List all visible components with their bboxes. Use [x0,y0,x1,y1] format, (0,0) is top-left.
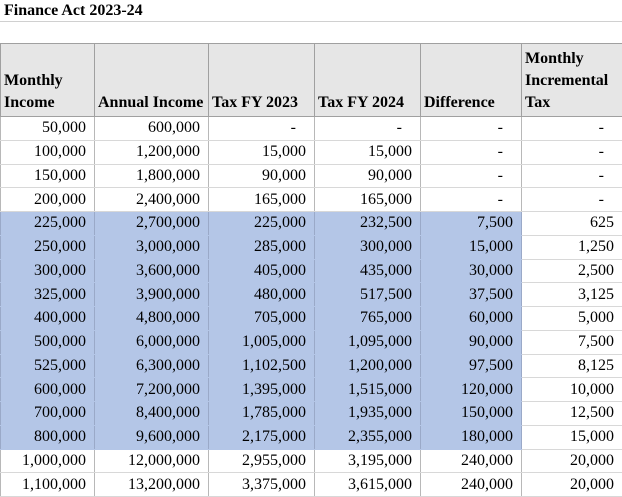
cell-difference[interactable]: - [421,117,522,141]
cell-difference[interactable]: 240,000 [421,473,522,497]
cell-difference[interactable]: 240,000 [421,449,522,473]
cell-annual-income[interactable]: 4,800,000 [95,307,209,331]
cell-monthly-incremental-tax[interactable]: 2,500 [522,259,622,283]
cell-tax-fy-2023[interactable]: 1,102,500 [209,354,315,378]
cell-tax-fy-2024[interactable]: 517,500 [315,283,421,307]
header-tax-fy-2023[interactable]: Tax FY 2023 [209,44,315,117]
cell-tax-fy-2023[interactable]: 1,005,000 [209,330,315,354]
cell-monthly-income[interactable]: 325,000 [1,283,95,307]
cell-tax-fy-2023[interactable]: - [209,117,315,141]
grid-line [0,21,622,22]
cell-annual-income[interactable]: 3,600,000 [95,259,209,283]
cell-tax-fy-2023[interactable]: 90,000 [209,164,315,188]
cell-difference[interactable]: 30,000 [421,259,522,283]
cell-monthly-income[interactable]: 300,000 [1,259,95,283]
cell-monthly-income[interactable]: 1,000,000 [1,449,95,473]
header-monthly-incremental-tax[interactable]: Monthly Incremental Tax [522,44,622,117]
cell-tax-fy-2024[interactable]: 3,615,000 [315,473,421,497]
header-monthly-income[interactable]: Monthly Income [1,44,95,117]
cell-tax-fy-2024[interactable]: 90,000 [315,164,421,188]
cell-annual-income[interactable]: 2,400,000 [95,188,209,212]
cell-monthly-incremental-tax[interactable]: 20,000 [522,449,622,473]
table-row [1,330,622,354]
cell-tax-fy-2024[interactable]: 1,200,000 [315,354,421,378]
cell-monthly-income[interactable]: 225,000 [1,212,95,236]
cell-tax-fy-2024[interactable]: 1,935,000 [315,402,421,426]
header-tax-fy-2024[interactable]: Tax FY 2024 [315,44,421,117]
cell-tax-fy-2024[interactable]: 3,195,000 [315,449,421,473]
cell-monthly-incremental-tax[interactable]: 8,125 [522,354,622,378]
cell-annual-income[interactable]: 3,000,000 [95,235,209,259]
cell-monthly-income[interactable]: 250,000 [1,235,95,259]
cell-monthly-incremental-tax[interactable]: 10,000 [522,378,622,402]
cell-annual-income[interactable]: 2,700,000 [95,212,209,236]
table-row [1,164,622,188]
cell-monthly-income[interactable]: 150,000 [1,164,95,188]
cell-difference[interactable]: - [421,140,522,164]
cell-annual-income[interactable]: 12,000,000 [95,449,209,473]
cell-tax-fy-2023[interactable]: 165,000 [209,188,315,212]
cell-difference[interactable]: 120,000 [421,378,522,402]
cell-annual-income[interactable]: 6,000,000 [95,330,209,354]
cell-difference[interactable]: - [421,188,522,212]
table-row [1,212,622,236]
cell-annual-income[interactable]: 13,200,000 [95,473,209,497]
tax-table [0,43,622,497]
table-row [1,378,622,402]
cell-annual-income[interactable]: 1,200,000 [95,140,209,164]
cell-monthly-incremental-tax[interactable]: 7,500 [522,330,622,354]
cell-tax-fy-2024[interactable]: 765,000 [315,307,421,331]
cell-tax-fy-2024[interactable]: 1,515,000 [315,378,421,402]
sheet-title: Finance Act 2023-24 [4,1,143,21]
cell-monthly-incremental-tax[interactable]: - [522,140,622,164]
cell-tax-fy-2023[interactable]: 15,000 [209,140,315,164]
cell-monthly-income[interactable]: 1,100,000 [1,473,95,497]
cell-monthly-income[interactable]: 50,000 [1,117,95,141]
cell-monthly-incremental-tax[interactable]: 5,000 [522,307,622,331]
cell-monthly-incremental-tax[interactable]: - [522,188,622,212]
cell-tax-fy-2024[interactable]: 2,355,000 [315,425,421,449]
table-row [1,425,622,449]
cell-annual-income[interactable]: 1,800,000 [95,164,209,188]
cell-monthly-incremental-tax[interactable]: 625 [522,212,622,236]
cell-tax-fy-2024[interactable]: 300,000 [315,235,421,259]
cell-monthly-incremental-tax[interactable]: - [522,117,622,141]
table-row [1,117,622,141]
cell-annual-income[interactable]: 7,200,000 [95,378,209,402]
table-row [1,354,622,378]
cell-monthly-income[interactable]: 400,000 [1,307,95,331]
table-row [1,140,622,164]
cell-difference[interactable]: 180,000 [421,425,522,449]
cell-annual-income[interactable]: 3,900,000 [95,283,209,307]
header-row [1,44,622,117]
cell-monthly-income[interactable]: 100,000 [1,140,95,164]
cell-tax-fy-2024[interactable]: 232,500 [315,212,421,236]
cell-difference[interactable]: 150,000 [421,402,522,426]
cell-difference[interactable]: 97,500 [421,354,522,378]
cell-monthly-incremental-tax[interactable]: 1,250 [522,235,622,259]
cell-annual-income[interactable]: 9,600,000 [95,425,209,449]
cell-monthly-incremental-tax[interactable]: 12,500 [522,402,622,426]
cell-difference[interactable]: 37,500 [421,283,522,307]
cell-difference[interactable]: 90,000 [421,330,522,354]
cell-tax-fy-2024[interactable]: 1,095,000 [315,330,421,354]
cell-tax-fy-2024[interactable]: 165,000 [315,188,421,212]
cell-monthly-income[interactable]: 200,000 [1,188,95,212]
table-row [1,259,622,283]
cell-monthly-income[interactable]: 500,000 [1,330,95,354]
cell-monthly-income[interactable]: 525,000 [1,354,95,378]
cell-difference[interactable]: 7,500 [421,212,522,236]
table-row [1,188,622,212]
cell-tax-fy-2024[interactable]: 435,000 [315,259,421,283]
cell-tax-fy-2023[interactable]: 1,395,000 [209,378,315,402]
table-row [1,283,622,307]
table-row [1,307,622,331]
cell-tax-fy-2023[interactable]: 2,175,000 [209,425,315,449]
cell-monthly-incremental-tax[interactable]: - [522,164,622,188]
cell-tax-fy-2024[interactable]: 15,000 [315,140,421,164]
cell-monthly-incremental-tax[interactable]: 15,000 [522,425,622,449]
cell-tax-fy-2023[interactable]: 285,000 [209,235,315,259]
table-row [1,473,622,497]
cell-monthly-income[interactable]: 700,000 [1,402,95,426]
cell-tax-fy-2023[interactable]: 3,375,000 [209,473,315,497]
cell-monthly-incremental-tax[interactable]: 20,000 [522,473,622,497]
cell-difference[interactable]: 60,000 [421,307,522,331]
header-difference[interactable]: Difference [421,44,522,117]
cell-annual-income[interactable]: 600,000 [95,117,209,141]
cell-tax-fy-2023[interactable]: 705,000 [209,307,315,331]
cell-tax-fy-2023[interactable]: 405,000 [209,259,315,283]
cell-annual-income[interactable]: 8,400,000 [95,402,209,426]
cell-tax-fy-2023[interactable]: 225,000 [209,212,315,236]
cell-monthly-incremental-tax[interactable]: 3,125 [522,283,622,307]
cell-annual-income[interactable]: 6,300,000 [95,354,209,378]
cell-tax-fy-2023[interactable]: 480,000 [209,283,315,307]
cell-monthly-income[interactable]: 800,000 [1,425,95,449]
table-row [1,449,622,473]
cell-tax-fy-2023[interactable]: 1,785,000 [209,402,315,426]
cell-difference[interactable]: - [421,164,522,188]
cell-difference[interactable]: 15,000 [421,235,522,259]
cell-tax-fy-2023[interactable]: 2,955,000 [209,449,315,473]
cell-monthly-income[interactable]: 600,000 [1,378,95,402]
table-row [1,402,622,426]
table-row [1,235,622,259]
cell-tax-fy-2024[interactable]: - [315,117,421,141]
header-annual-income[interactable]: Annual Income [95,44,209,117]
